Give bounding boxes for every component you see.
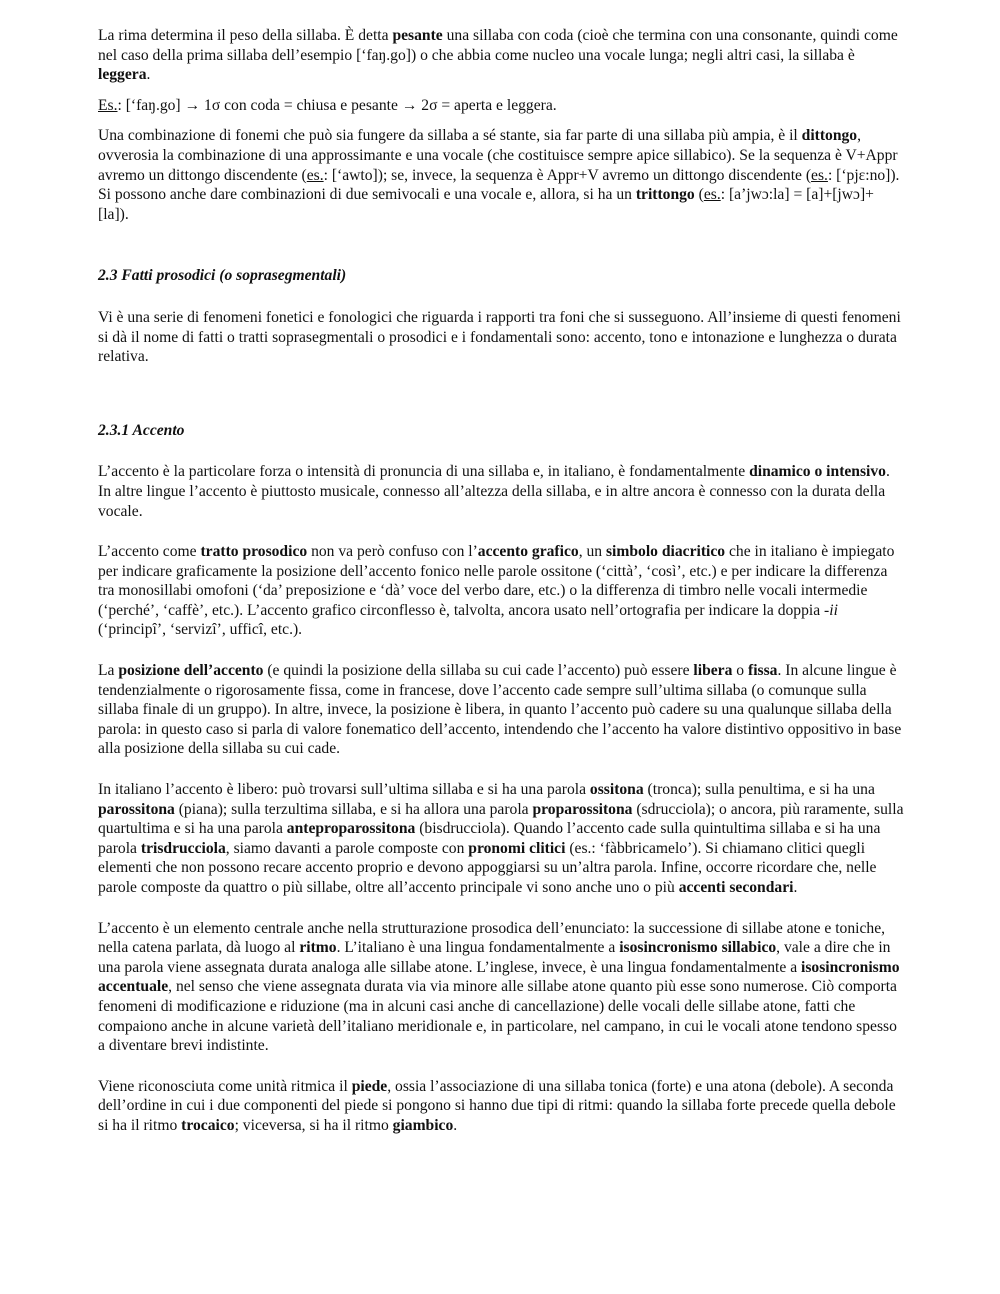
paragraph-dittongo: Una combinazione di fonemi che può sia fungere da sillaba a sé stante, sia far parte di una sillaba più ampia, è il dittongo, ovverosia la combinazione di una approssimante e una vocale (che costituisce sempre apice sillabico). Se la sequenza è V+Appr avremo un dittongo discendente (es.: [‘awto]); se, invece, la sequenza è Appr+V avremo un dittongo discendente (es.: [‘pjɛ:no]). Si possono anche dare combinazioni di due semivocali e una vocale e, allora, si ha un trittongo (es.: [a’jwɔ:la] = [a]+[jwɔ]+[la]). <box>98 127 900 223</box>
paragraph-accento-grafico: L’accento come tratto prosodico non va però confuso con l’accento grafico, un simbolo diacritico che in italiano è impiegato per indicare graficamente la posizione dell’accento fonico nelle parole ossitone (‘città’, ‘così’, etc.) e per indicare la differenza tra monosillabi omofoni (‘da’ preposizione e ‘dà’ voce del verbo dare, etc.) o la differenza di timbro nelle vocali intermedie (‘perché’, ‘caffè’, etc.). L’accento grafico circonflesso è, talvolta, ancora usato nell’ortografia per indicare la doppia -ii (‘principî’, ‘servizî’, ufficî, etc.). <box>98 543 895 639</box>
paragraph-posizione-accento: La posizione dell’accento (e quindi la posizione della sillaba su cui cade l’accento) può essere libera o fissa. In alcune lingue è tendenzialmente o rigorosamente fissa, come in francese, dove l’accento cade sempre sull’ultima sillaba (o comunque sulla sillaba finale di un gruppo). In altre, invece, la posizione è libera, in quanto l’accento può cadere su una qualunque sillaba della parola: in questo caso si parla di valore fonematico dell’accento, intendendo che l’accento ha valore distintivo oppositivo in base alla posizione della sillaba su cui cade. <box>98 662 902 758</box>
paragraph-accento-italiano: In italiano l’accento è libero: può trovarsi sull’ultima sillaba e si ha una parola ossitona (tronca); sulla penultima, e si ha una parossitona (piana); sulla terzultima sillaba, e si ha allora una parola proparossitona (sdrucciola); o ancora, più raramente, sulla quartultima e si ha una parola anteproparossitona (bisdrucciola). Quando l’accento cade sulla quintultima sillaba e si ha una parola trisdrucciola, siamo davanti a parole composte con pronomi clitici (es.: ‘fàbbricamelo’). Si chiamano clitici quegli elementi che non possono recare accento proprio e devono appoggiarsi su un’altra parola. Infine, occorre ricordare che, nelle parole composte da quattro o più sillabe, oltre all’accento principale vi sono anche uno o più accenti secondari. <box>98 781 904 896</box>
paragraph-rima: La rima determina il peso della sillaba. È detta pesante una sillaba con coda (cioè che termina con una consonante, quindi come nel caso della prima sillaba dell’esempio [‘faŋ.go]) o che abbia come nucleo una vocale lunga; negli altri casi, la sillaba è leggera. <box>98 27 898 84</box>
paragraph-piede: Viene riconosciuta come unità ritmica il piede, ossia l’associazione di una sillaba tonica (forte) e una atona (debole). A seconda dell’ordine in cui i due componenti del piede si pongono si hanno due tipi di ritmi: quando la sillaba forte precede quella debole si ha il ritmo trocaico; viceversa, si ha il ritmo giambico. <box>98 1077 896 1134</box>
paragraph-example: Es.: [‘faŋ.go] → 1σ con coda = chiusa e pesante → 2σ = aperta e leggera. <box>98 96 557 114</box>
section-heading-accento: 2.3.1 Accento <box>98 421 185 439</box>
paragraph-prosodic-intro: Vi è una serie di fenomeni fonetici e fonologici che riguarda i rapporti tra foni che si susseguono. All’insieme di questi fenomeni si dà il nome di fatti o tratti soprasegmentali o prosodici e i fondamentali sono: accento, tono e intonazione e lunghezza o durata relativa. <box>98 308 901 366</box>
paragraph-accento-definition: L’accento è la particolare forza o intensità di pronuncia di una sillaba e, in italiano, è fondamentalmente dinamico o intensivo. In altre lingue l’accento è piuttosto musicale, connesso all’altezza della sillaba, e in altre ancora è connesso con la durata della vocale. <box>98 463 890 520</box>
paragraph-ritmo: L’accento è un elemento centrale anche nella strutturazione prosodica dell’enunciato: la successione di sillabe atone e toniche, nella catena parlata, dà luogo al ritmo. L’italiano è una lingua fondamentalmente a isosincronismo sillabico, vale a dire che in una parola viene assegnata durata analoga alle sillabe atone. L’inglese, invece, è una lingua fondamentalmente a isosincronismo accentuale, nel senso che viene assegnata durata via via minore alle sillabe atone quanto più esse sono numerose. Ciò comporta fenomeni di modificazione e riduzione (ma in alcuni casi anche di cancellazione) delle vocali delle sillabe atone, fatti che compaiono anche in alcune varietà dell’italiano meridionale e, in particolare, nel campano, in cui le vocali atone tendono spesso a diventare brevi indistinte. <box>98 919 900 1055</box>
section-heading-prosodic-facts: 2.3 Fatti prosodici (o soprasegmentali) <box>98 267 347 285</box>
